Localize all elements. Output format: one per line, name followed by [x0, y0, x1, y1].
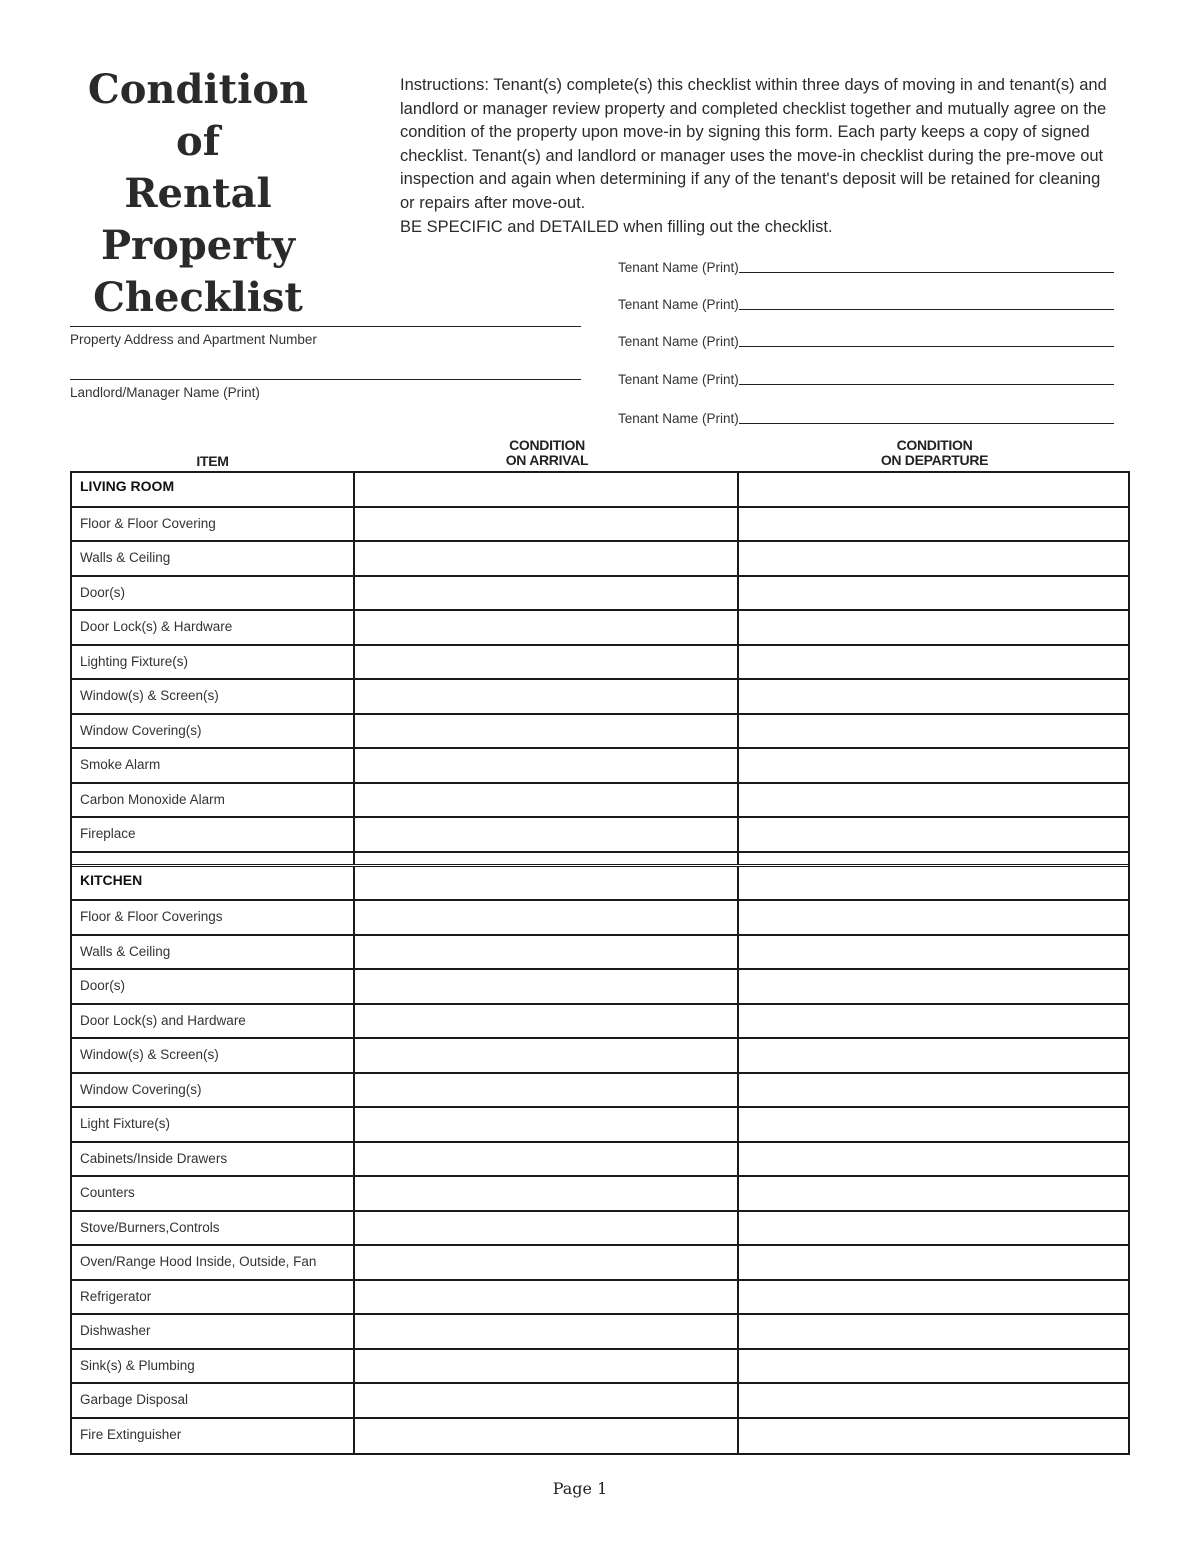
title-line: Rental — [124, 170, 272, 217]
arrival-cell[interactable] — [355, 577, 739, 610]
arrival-cell[interactable] — [355, 1074, 739, 1107]
item-label: Window Covering(s) — [72, 1074, 355, 1107]
table-row — [72, 1384, 1128, 1419]
table-row — [72, 1419, 1128, 1454]
departure-cell[interactable] — [739, 936, 1128, 969]
arrival-cell[interactable] — [355, 901, 739, 934]
tenant-name-label: Tenant Name (Print) — [618, 372, 739, 387]
departure-cell[interactable] — [739, 1074, 1128, 1107]
departure-cell[interactable] — [739, 867, 1128, 900]
item-label: Dishwasher — [72, 1315, 355, 1348]
item-label: Door Lock(s) and Hardware — [72, 1005, 355, 1038]
arrival-cell[interactable] — [355, 715, 739, 748]
arrival-cell[interactable] — [355, 1350, 739, 1383]
instructions-emphasis: BE SPECIFIC and DETAILED when filling out the checklist. — [400, 217, 833, 236]
item-label: Fire Extinguisher — [72, 1419, 355, 1454]
table-row — [72, 1281, 1128, 1316]
column-header-line: ON ARRIVAL — [505, 452, 589, 468]
column-header-line: CONDITION — [509, 437, 585, 453]
arrival-cell[interactable] — [355, 646, 739, 679]
arrival-cell[interactable] — [355, 784, 739, 817]
column-header-line: ON DEPARTURE — [880, 452, 989, 468]
arrival-cell[interactable] — [355, 818, 739, 851]
tenant-name-field[interactable] — [618, 408, 1114, 426]
table-row — [72, 1177, 1128, 1212]
table-row — [72, 970, 1128, 1005]
tenant-name-field[interactable] — [618, 331, 1114, 349]
signature-line — [739, 384, 1114, 385]
departure-cell[interactable] — [739, 1315, 1128, 1348]
item-label: Smoke Alarm — [72, 749, 355, 782]
arrival-cell[interactable] — [355, 1246, 739, 1279]
item-label: Stove/Burners,Controls — [72, 1212, 355, 1245]
arrival-cell[interactable] — [355, 611, 739, 644]
arrival-cell[interactable] — [355, 1039, 739, 1072]
departure-cell[interactable] — [739, 749, 1128, 782]
column-header-arrival — [355, 438, 739, 468]
arrival-cell[interactable] — [355, 508, 739, 541]
arrival-cell[interactable] — [355, 1108, 739, 1141]
departure-cell[interactable] — [739, 1108, 1128, 1141]
table-row — [72, 508, 1128, 543]
table-row — [72, 1143, 1128, 1178]
checklist-table — [70, 471, 1130, 1455]
section-heading: KITCHEN — [72, 867, 355, 900]
landlord-name-label: Landlord/Manager Name (Print) — [70, 385, 260, 400]
item-label: Garbage Disposal — [72, 1384, 355, 1417]
table-row — [72, 680, 1128, 715]
item-label: Floor & Floor Covering — [72, 508, 355, 541]
departure-cell[interactable] — [739, 1246, 1128, 1279]
item-label: Door Lock(s) & Hardware — [72, 611, 355, 644]
departure-cell[interactable] — [739, 1177, 1128, 1210]
arrival-cell[interactable] — [355, 867, 739, 900]
departure-cell[interactable] — [739, 784, 1128, 817]
signature-line — [739, 272, 1114, 273]
divider-cell — [72, 853, 355, 864]
departure-cell[interactable] — [739, 542, 1128, 575]
departure-cell[interactable] — [739, 901, 1128, 934]
item-label: Door(s) — [72, 577, 355, 610]
table-row — [72, 1108, 1128, 1143]
property-address-label: Property Address and Apartment Number — [70, 332, 317, 347]
item-label: Window(s) & Screen(s) — [72, 1039, 355, 1072]
item-label: Cabinets/Inside Drawers — [72, 1143, 355, 1176]
table-row — [72, 646, 1128, 681]
tenant-name-field[interactable] — [618, 257, 1114, 275]
table-row — [72, 1246, 1128, 1281]
item-label: Lighting Fixture(s) — [72, 646, 355, 679]
divider-cell — [739, 853, 1128, 864]
table-row — [72, 1350, 1128, 1385]
table-row — [72, 1074, 1128, 1109]
table-row — [72, 611, 1128, 646]
departure-cell[interactable] — [739, 970, 1128, 1003]
tenant-name-field[interactable] — [618, 294, 1114, 312]
arrival-cell[interactable] — [355, 1005, 739, 1038]
departure-cell[interactable] — [739, 715, 1128, 748]
departure-cell[interactable] — [739, 680, 1128, 713]
section-heading-row — [72, 867, 1128, 902]
departure-cell[interactable] — [739, 1281, 1128, 1314]
arrival-cell[interactable] — [355, 1281, 739, 1314]
tenant-name-field[interactable] — [618, 369, 1114, 387]
departure-cell[interactable] — [739, 577, 1128, 610]
arrival-cell[interactable] — [355, 1143, 739, 1176]
departure-cell[interactable] — [739, 508, 1128, 541]
table-row — [72, 1315, 1128, 1350]
item-label: Door(s) — [72, 970, 355, 1003]
item-label: Oven/Range Hood Inside, Outside, Fan — [72, 1246, 355, 1279]
column-header-item: ITEM — [196, 453, 229, 469]
title-line: Property — [100, 222, 296, 269]
signature-line — [739, 346, 1114, 347]
landlord-name-field[interactable] — [70, 379, 581, 380]
tenant-name-label: Tenant Name (Print) — [618, 297, 739, 312]
arrival-cell[interactable] — [355, 970, 739, 1003]
property-address-field[interactable] — [70, 326, 581, 327]
item-label: Fireplace — [72, 818, 355, 851]
table-row — [72, 1039, 1128, 1074]
page-number: Page 1 — [552, 1479, 608, 1498]
arrival-cell[interactable] — [355, 542, 739, 575]
departure-cell[interactable] — [739, 1350, 1128, 1383]
arrival-cell[interactable] — [355, 749, 739, 782]
table-row — [72, 818, 1128, 853]
tenant-name-label: Tenant Name (Print) — [618, 411, 739, 426]
table-row — [72, 749, 1128, 784]
arrival-cell[interactable] — [355, 1212, 739, 1245]
arrival-cell[interactable] — [355, 1177, 739, 1210]
item-label: Sink(s) & Plumbing — [72, 1350, 355, 1383]
item-label: Window Covering(s) — [72, 715, 355, 748]
title-line: Condition of — [87, 66, 309, 165]
departure-cell[interactable] — [739, 1039, 1128, 1072]
departure-cell[interactable] — [739, 611, 1128, 644]
title-line: Checklist — [93, 274, 303, 321]
table-row — [72, 1005, 1128, 1040]
table-row — [72, 577, 1128, 612]
page-title — [62, 64, 334, 324]
column-header-departure — [739, 438, 1130, 468]
signature-line — [739, 309, 1114, 310]
arrival-cell[interactable] — [355, 473, 739, 506]
table-row — [72, 901, 1128, 936]
table-row — [72, 542, 1128, 577]
arrival-cell[interactable] — [355, 1419, 739, 1454]
departure-cell[interactable] — [739, 646, 1128, 679]
item-label: Walls & Ceiling — [72, 936, 355, 969]
item-label: Light Fixture(s) — [72, 1108, 355, 1141]
item-label: Carbon Monoxide Alarm — [72, 784, 355, 817]
departure-cell[interactable] — [739, 1005, 1128, 1038]
tenant-name-label: Tenant Name (Print) — [618, 334, 739, 349]
column-header-line: CONDITION — [896, 437, 973, 453]
arrival-cell[interactable] — [355, 680, 739, 713]
arrival-cell[interactable] — [355, 1384, 739, 1417]
item-label: Window(s) & Screen(s) — [72, 680, 355, 713]
departure-cell[interactable] — [739, 473, 1128, 506]
item-label: Counters — [72, 1177, 355, 1210]
table-row — [72, 1212, 1128, 1247]
divider-cell — [355, 853, 739, 864]
table-row — [72, 715, 1128, 750]
table-row — [72, 936, 1128, 971]
instructions-text: Instructions: Tenant(s) complete(s) this checklist within three days of moving in and tenant(s) and landlord or manager review property and completed checklist together and mutually agree on the condition of the property upon move-in by signing this form. Each party keeps a copy of signed checklist. Tenant(s) and landlord or manager uses the move-in checklist during the pre-move out inspection and again when determining if any of the tenant's deposit will be retained for cleaning or repairs after move-out. — [400, 76, 1107, 212]
section-divider-row — [72, 853, 1128, 867]
departure-cell[interactable] — [739, 1419, 1128, 1454]
table-row — [72, 784, 1128, 819]
departure-cell[interactable] — [739, 1384, 1128, 1417]
tenant-name-label: Tenant Name (Print) — [618, 260, 739, 275]
item-label: Floor & Floor Coverings — [72, 901, 355, 934]
arrival-cell[interactable] — [355, 936, 739, 969]
arrival-cell[interactable] — [355, 1315, 739, 1348]
departure-cell[interactable] — [739, 818, 1128, 851]
departure-cell[interactable] — [739, 1143, 1128, 1176]
instructions-block — [400, 74, 1112, 239]
section-heading-row — [72, 473, 1128, 508]
item-label: Refrigerator — [72, 1281, 355, 1314]
item-label: Walls & Ceiling — [72, 542, 355, 575]
section-heading: LIVING ROOM — [72, 473, 355, 506]
departure-cell[interactable] — [739, 1212, 1128, 1245]
signature-line — [739, 423, 1114, 424]
